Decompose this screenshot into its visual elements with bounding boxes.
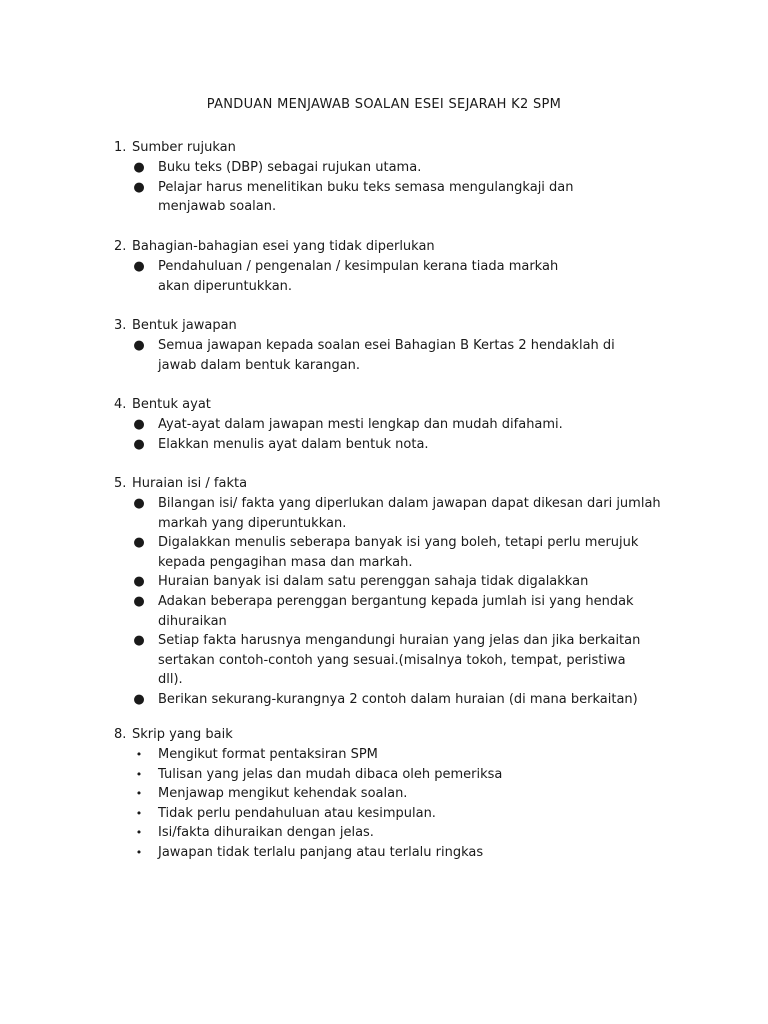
section-heading	[114, 316, 674, 336]
section-number: 8.	[114, 727, 127, 742]
bullet-icon: •	[135, 826, 143, 840]
bullet-icon: •	[135, 806, 143, 820]
list-item: ● Pelajar harus menelitikan buku teks semasa mengulangkaji dan menjawab soalan.	[133, 179, 574, 215]
section-skrip-yang-baik	[114, 725, 674, 863]
list-item: ● Berikan sekurang-kurangnya 2 contoh dalam huraian (di mana berkaitan)	[114, 690, 674, 710]
section-heading	[114, 474, 674, 494]
bullet-icon: ●	[133, 259, 145, 274]
section-heading	[114, 138, 674, 158]
section-sumber-rujukan	[114, 138, 674, 217]
list-item: ● Bilangan isi/ fakta yang diperlukan dalam jawapan dapat dikesan dari jumlah markah yang diperuntukkan.	[133, 496, 661, 531]
bullet-icon: ●	[133, 160, 145, 175]
bullet-icon: ●	[133, 593, 145, 609]
bullet-icon: ●	[133, 417, 145, 432]
document-title: PANDUAN MENJAWAB SOALAN ESEI SEJARAH K2 SPM	[206, 97, 562, 112]
section-number: 4.	[114, 397, 127, 412]
bullet-icon: ●	[133, 535, 145, 551]
bullet-icon: •	[135, 845, 143, 859]
section-number: 2.	[114, 239, 127, 254]
section-bentuk-jawapan	[114, 316, 674, 375]
bullet-icon: ●	[133, 691, 145, 707]
bullet-icon: •	[135, 748, 143, 761]
section-title: Skrip yang baik	[132, 727, 233, 742]
section-heading	[114, 395, 674, 415]
section-title: Sumber rujukan	[132, 140, 236, 155]
section-number: 3.	[114, 318, 127, 333]
list-item: ● Ayat-ayat dalam jawapan mesti lengkap dan mudah difahami.	[114, 415, 674, 435]
list-item: • Jawapan tidak terlalu panjang atau terlalu ringkas	[114, 843, 674, 863]
section-title: Bentuk jawapan	[132, 318, 237, 333]
section-heading	[114, 725, 674, 745]
section-bentuk-ayat	[114, 395, 674, 454]
list-item: ● Semua jawapan kepada soalan esei Bahagian B Kertas 2 hendaklah di jawab dalam bentuk karangan.	[133, 338, 615, 373]
bullet-icon: ●	[133, 496, 145, 511]
bullet-icon: ●	[133, 179, 145, 195]
bullet-icon: ●	[133, 633, 145, 649]
list-item: ● Setiap fakta harusnya mengandungi huraian yang jelas dan jika berkaitan sertakan contoh-contoh yang sesuai.(misalnya tokoh, tempat, peristiwa dll).	[133, 633, 641, 688]
list-item: • Mengikut format pentaksiran SPM	[114, 745, 674, 765]
section-number: 5.	[114, 476, 127, 491]
section-title: Bahagian-bahagian esei yang tidak diperlukan	[132, 239, 435, 254]
list-item: • Isi/fakta dihuraikan dengan jelas.	[114, 823, 674, 843]
list-item: ● Adakan beberapa perenggan bergantung kepada jumlah isi yang hendak dihuraikan	[133, 593, 634, 629]
list-item: • Tidak perlu pendahuluan atau kesimpulan.	[114, 804, 674, 824]
list-item: ● Huraian banyak isi dalam satu perenggan sahaja tidak digalakkan	[114, 572, 674, 592]
list-item: ● Buku teks (DBP) sebagai rujukan utama.	[114, 158, 674, 178]
list-item: ● Digalakkan menulis seberapa banyak isi yang boleh, tetapi perlu merujuk kepada pengagihan masa dan markah.	[133, 535, 639, 570]
section-heading	[114, 237, 674, 257]
bullet-icon: ●	[133, 338, 145, 353]
list-item: ● Pendahuluan / pengenalan / kesimpulan kerana tiada markah akan diperuntukkan.	[133, 259, 559, 294]
list-item: • Menjawap mengikut kehendak soalan.	[114, 784, 674, 804]
section-title: Bentuk ayat	[132, 397, 211, 412]
section-huraian-isi	[114, 474, 674, 710]
section-title: Huraian isi / fakta	[132, 476, 248, 491]
section-bahagian-esei	[114, 237, 674, 296]
section-number: 1.	[114, 140, 127, 155]
list-item: • Tulisan yang jelas dan mudah dibaca oleh pemeriksa	[114, 765, 674, 785]
bullet-icon: ●	[133, 574, 145, 590]
bullet-icon: •	[135, 767, 143, 781]
bullet-icon: •	[135, 787, 143, 801]
list-item: ● Elakkan menulis ayat dalam bentuk nota.	[114, 435, 674, 455]
bullet-icon: ●	[133, 436, 145, 452]
